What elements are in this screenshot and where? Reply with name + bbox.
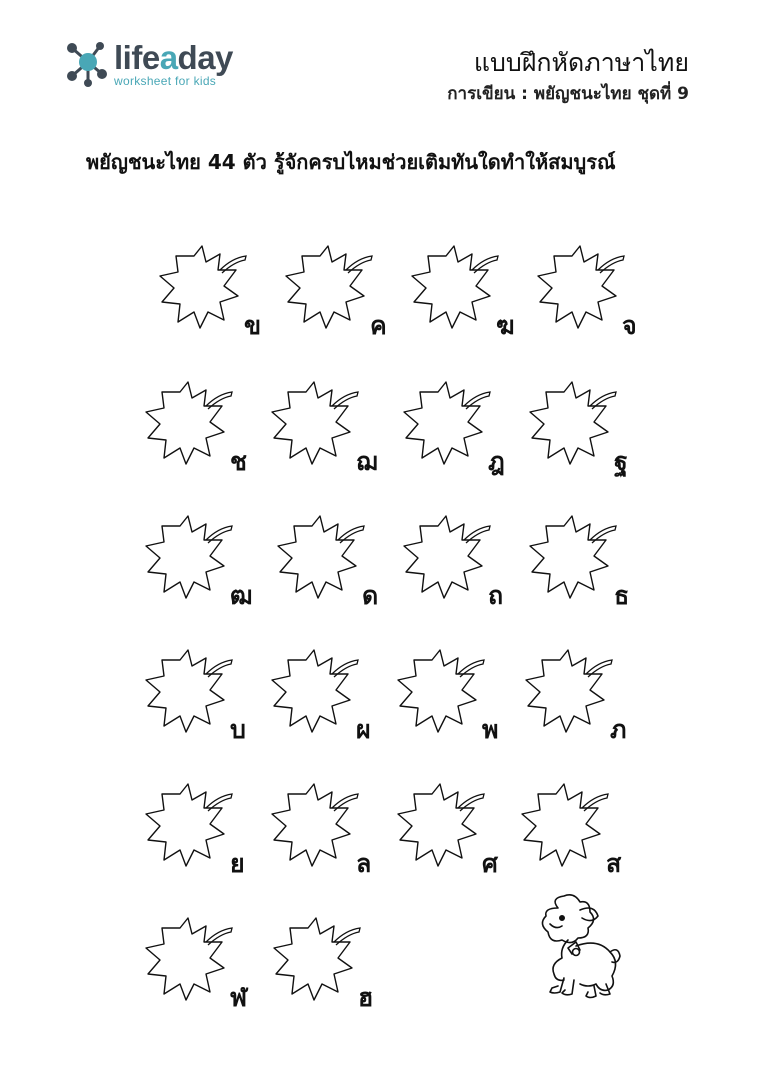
consonant-letter: ข	[244, 311, 262, 340]
letter-cell	[260, 376, 380, 486]
letter-cell	[386, 778, 506, 888]
consonant-letter: ด	[362, 581, 379, 610]
consonant-letter: พ	[482, 715, 499, 744]
letter-cell	[518, 510, 638, 620]
letter-cell	[260, 778, 380, 888]
consonant-letter: ธ	[614, 581, 630, 610]
letter-cell	[148, 240, 268, 350]
consonant-letter: ภ	[610, 715, 627, 744]
consonant-letter: ช	[230, 447, 247, 476]
consonant-letter: ศ	[482, 849, 498, 878]
consonant-letter: ถ	[488, 581, 504, 610]
letter-cell	[134, 510, 254, 620]
consonant-letter: จ	[622, 311, 637, 340]
instruction-text: พยัญชนะไทย 44 ตัว รู้จักครบไหมช่วยเติมทันใดทำให้สมบูรณ์	[86, 150, 616, 174]
consonant-letter: ส	[606, 849, 622, 878]
letter-cell	[274, 240, 394, 350]
page-title: แบบฝึกหัดภาษาไทย	[473, 48, 689, 77]
consonant-letter: ฌ	[356, 447, 378, 476]
consonant-letter: ฆ	[496, 311, 515, 340]
letter-cell	[518, 376, 638, 486]
consonant-letter: ล	[356, 849, 372, 878]
letter-cell	[134, 376, 254, 486]
letter-cell	[526, 240, 646, 350]
sheep-mascot-icon	[528, 890, 624, 1002]
consonant-letter: ฐ	[614, 447, 628, 476]
letter-cell	[134, 644, 254, 754]
consonant-letter: ผ	[356, 715, 371, 744]
consonant-letter: ย	[230, 849, 245, 878]
consonant-letter: ค	[370, 311, 387, 340]
consonant-letter: ฮ	[358, 983, 374, 1012]
consonant-letter: ฬ	[230, 983, 248, 1012]
consonant-letter: ฒ	[230, 581, 253, 610]
consonant-letter: ฎ	[488, 447, 505, 476]
letter-cell	[260, 644, 380, 754]
page-subtitle: การเขียน : พยัญชนะไทย ชุดที่ 9	[447, 84, 689, 104]
letter-cell	[266, 510, 386, 620]
letter-cell	[392, 376, 512, 486]
letter-cell	[400, 240, 520, 350]
letter-cell	[262, 912, 382, 1022]
letter-cell	[514, 644, 634, 754]
letter-cell	[510, 778, 630, 888]
letter-cell	[386, 644, 506, 754]
logo-tagline: worksheet for kids	[114, 74, 217, 88]
letter-cell	[134, 778, 254, 888]
letter-cell	[392, 510, 512, 620]
letter-cell	[134, 912, 254, 1022]
logo-wordmark: lifeaday	[114, 39, 233, 76]
consonant-letter: บ	[230, 715, 246, 744]
